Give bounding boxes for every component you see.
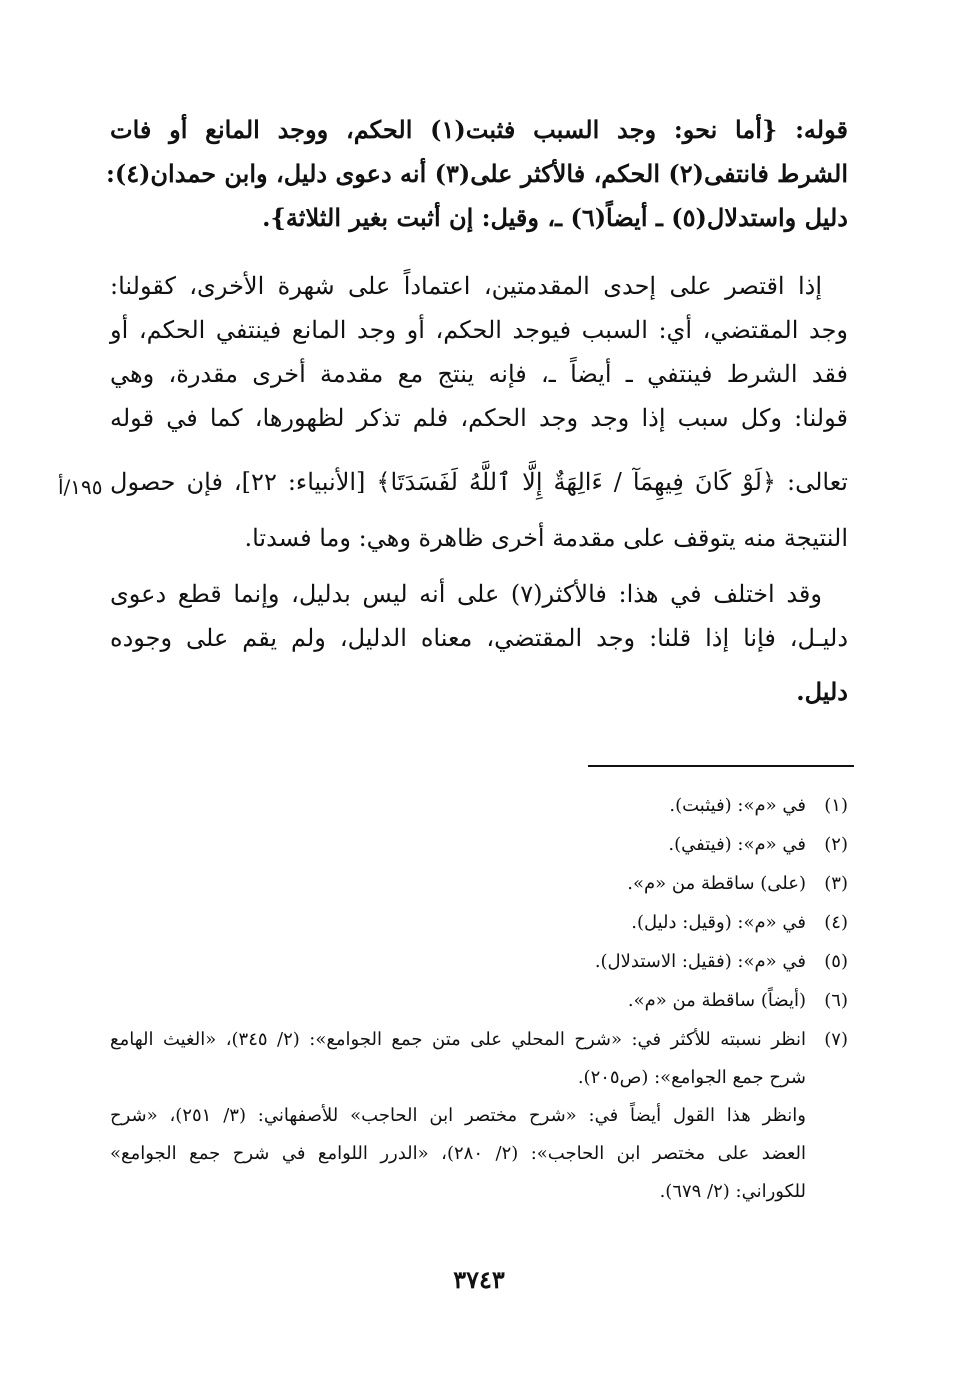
footnote-text-1: في «م»: (فيثبت). <box>669 795 806 816</box>
body-line-1: قوله: {أما نحو: وجد السبب فثبت(١) الحكم، ووجد المانع أو فات <box>110 115 848 144</box>
body-line-7: قولنا: وكل سبب إذا وجد وجد الحكم، فلم تذكر لظهورها، كما في قوله <box>110 404 848 432</box>
footnote-text-4: في «م»: (وقيل: دليل). <box>631 912 806 933</box>
body-line-2: الشرط فانتفى(٢) الحكم، فالأكثر على(٣) أنه دعوى دليل، وابن حمدان(٤): <box>105 159 848 188</box>
footnote-text-2: في «م»: (فيتفي). <box>668 834 806 855</box>
footnote-text-7-line-4: العضد على مختصر ابن الحاجب»: (٢/ ٢٨٠)، «الدرر اللوامع في شرح جمع الجوامع» <box>110 1143 806 1164</box>
footnote-number-7: (٧) <box>824 1029 848 1050</box>
body-line-8: تعالى: ﴿لَوْ كَانَ فِيهِمَآ / ءَالِهَةٌ إِلَّا ٱللَّهُ لَفَسَدَتَا﴾ [الأنبياء: ٢٢]، فإن حصول <box>110 468 848 496</box>
footnote-number-6: (٦) <box>824 990 848 1011</box>
footnote-separator <box>588 765 854 767</box>
body-line-5: وجد المقتضي، أي: السبب فيوجد الحكم، أو وجد المانع فينتفي الحكم، أو <box>110 316 849 344</box>
body-line-12: دليل. <box>796 677 848 706</box>
footnote-text-7-line-2: شرح جمع الجوامع»: (ص٢٠٥). <box>577 1067 806 1088</box>
body-line-3: دليل واستدلال(٥) ـ أيضاً(٦) ـ، وقيل: إن أثبت بغير الثلاثة}. <box>262 203 848 232</box>
body-line-10: وقد اختلف في هذا: فالأكثر(٧) على أنه ليس بدليل، وإنما قطع دعوى <box>110 580 822 608</box>
footnote-number-2: (٢) <box>824 834 848 855</box>
footnote-text-5: في «م»: (فقيل: الاستدلال). <box>594 951 806 972</box>
page-number: ٣٧٤٣ <box>453 1265 505 1294</box>
body-line-11: دليـل، فإنا إذا قلنا: وجد المقتضي، معناه الدليل، ولم يقم على وجوده <box>110 624 848 652</box>
footnote-text-7-line-5: للكوراني: (٢/ ٦٧٩). <box>659 1181 806 1202</box>
body-line-6: فقد الشرط فينتفي ـ أيضاً ـ، فإنه ينتج مع مقدمة أخرى مقدرة، وهي <box>110 360 848 388</box>
margin-folio-note: ١٩٥/أ <box>58 475 103 499</box>
footnote-text-3: (على) ساقطة من «م». <box>627 873 806 894</box>
footnote-number-1: (١) <box>824 795 848 816</box>
body-line-4: إذا اقتصر على إحدى المقدمتين، اعتماداً على شهرة الأخرى، كقولنا: <box>110 272 822 300</box>
footnote-text-6: (أيضاً) ساقطة من «م». <box>627 990 806 1011</box>
footnote-text-7-line-3: وانظر هذا القول أيضاً في: «شرح مختصر ابن الحاجب» للأصفهاني: (٣/ ٢٥١)، «شرح <box>110 1105 806 1126</box>
footnote-number-3: (٣) <box>824 873 848 894</box>
footnote-number-5: (٥) <box>824 951 848 972</box>
footnote-number-4: (٤) <box>824 912 848 933</box>
body-line-9: النتيجة منه يتوقف على مقدمة أخرى ظاهرة وهي: وما فسدتا. <box>244 524 848 552</box>
footnote-text-7-line-1: انظر نسبته للأكثر في: «شرح المحلي على متن جمع الجوامع»: (٢/ ٣٤٥)، «الغيث الهامع <box>110 1029 806 1050</box>
